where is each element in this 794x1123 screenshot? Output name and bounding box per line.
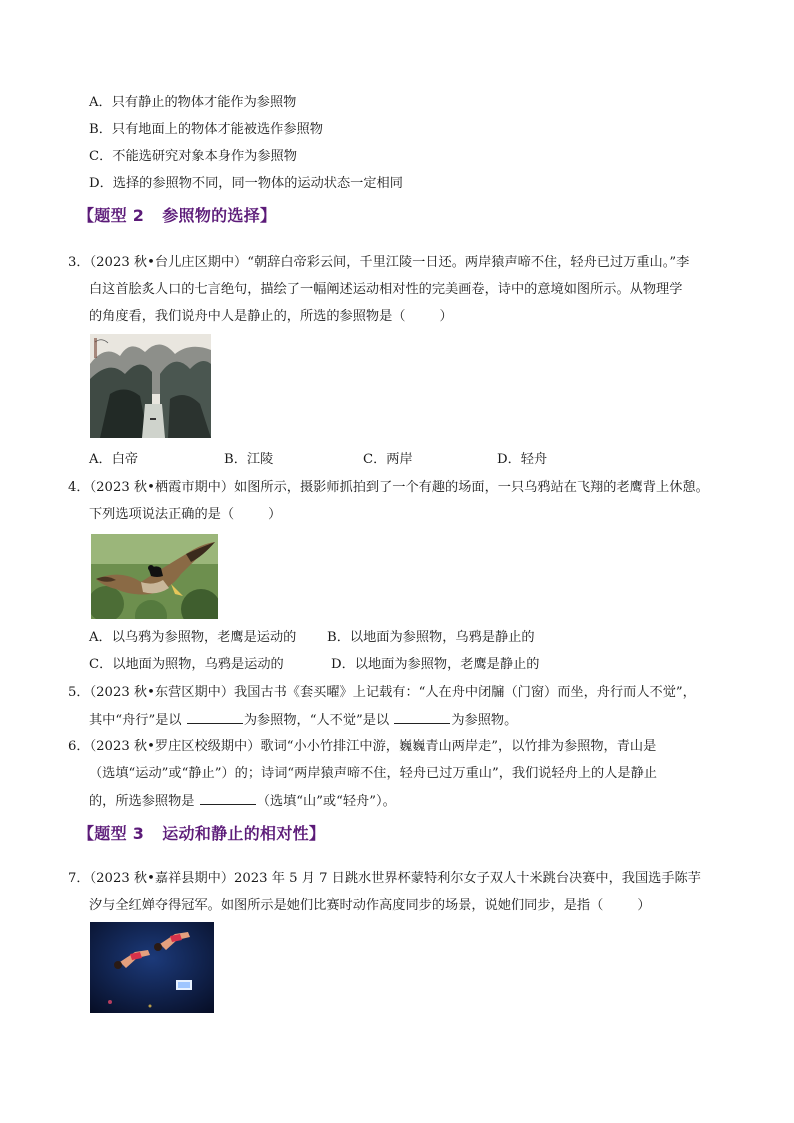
q6-line-1: 6．（2023 秋•罗庄区校级期中）歌词“小小竹排江中游，巍巍青山两岸走”，以竹排为参照物，青山是 [68, 739, 657, 754]
synchronized-divers-image [90, 922, 214, 1013]
q7-line-1: 7．（2023 秋•嘉祥县期中）2023 年 5 月 7 日跳水世界杯蒙特利尔女子双人十米跳台决赛中，我国选手陈芋 [68, 871, 701, 886]
q3-line-2: 白这首脍炙人口的七言绝句，描绘了一幅阐述运动相对性的完美画卷，诗中的意境如图所示。从物理学 [89, 282, 683, 297]
q6-line-2: （选填“运动”或“静止”）的；诗词“两岸猿声啼不住，轻舟已过万重山”，我们说轻舟上的人是静止 [89, 766, 657, 781]
q3-option-a: A．白帝 [89, 452, 139, 467]
section-heading-2 [78, 203, 276, 226]
landscape-painting-image [90, 334, 211, 438]
q5-blank-2[interactable] [394, 711, 450, 724]
q2-option-a: A．只有静止的物体才能作为参照物 [89, 95, 297, 110]
q3-option-c: C．两岸 [363, 452, 413, 467]
q3-line-1: 3．（2023 秋•台儿庄区期中）“朝辞白帝彩云间，千里江陵一日还。两岸猿声啼不住，轻舟已过万重山。”李 [68, 255, 690, 270]
q5-line-1: 5．（2023 秋•东营区期中）我国古书《套买曜》上记载有：“人在舟中闭牖（门窗）而坐，舟行而人不觉”， [68, 685, 696, 700]
q7-line-2: 汐与全红婵夺得冠军。如图所示是她们比赛时动作高度同步的场景，说她们同步，是指（ ） [89, 898, 651, 913]
q4-option-c: C．以地面为照物，乌鸦是运动的 [89, 657, 284, 672]
q2-option-c: C．不能选研究对象本身作为参照物 [89, 149, 297, 164]
q4-option-a: A．以乌鸦为参照物，老鹰是运动的 [89, 630, 297, 645]
crow-on-eagle-image [91, 534, 218, 619]
q2-option-d: D．选择的参照物不同，同一物体的运动状态一定相同 [89, 176, 403, 191]
section-heading-3-prefix: 【题型 3 [78, 824, 145, 843]
q4-line-1: 4．（2023 秋•栖霞市期中）如图所示，摄影师抓拍到了一个有趣的场面，一只乌鸦站在飞翔的老鹰背上休憩。 [68, 480, 709, 495]
section-heading-2-title: 参照物的选择】 [162, 206, 277, 225]
q5-blank-1[interactable] [187, 711, 243, 724]
section-heading-3-title: 运动和静止的相对性】 [162, 824, 326, 843]
q3-option-d: D．轻舟 [497, 452, 548, 467]
q4-line-2: 下列选项说法正确的是（ ） [89, 507, 282, 522]
q6-line-3: 的，所选参照物是 （选填“山”或“轻舟”）。 [89, 794, 396, 809]
q3-option-b: B．江陵 [224, 452, 274, 467]
q4-option-d: D．以地面为参照物，老鹰是静止的 [331, 657, 540, 672]
q2-option-b: B．只有地面上的物体才能被选作参照物 [89, 122, 323, 137]
section-heading-2-prefix: 【题型 2 [78, 206, 145, 225]
section-heading-3 [78, 821, 325, 844]
q3-line-3: 的角度看，我们说舟中人是静止的，所选的参照物是（ ） [89, 309, 453, 324]
q5-line-2: 其中“舟行”是以 为参照物，“人不觉”是以 为参照物。 [89, 713, 518, 728]
q6-blank-1[interactable] [200, 792, 256, 805]
q4-option-b: B．以地面为参照物，乌鸦是静止的 [327, 630, 535, 645]
